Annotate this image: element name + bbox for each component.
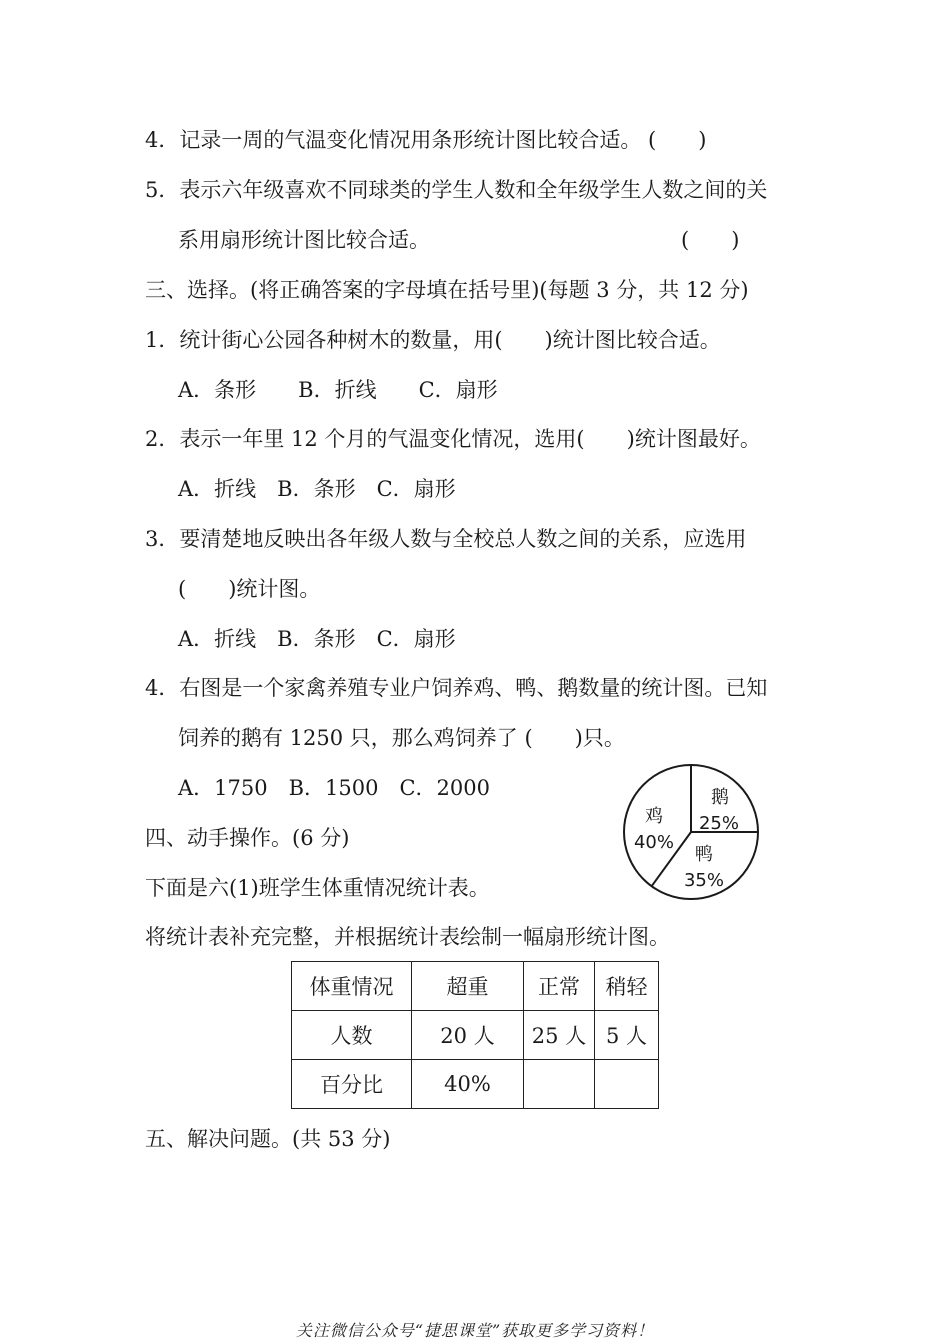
- table-header-cell: 稍轻: [595, 962, 659, 1011]
- judgment-q5-line1: 5．表示六年级喜欢不同球类的学生人数和全年级学生人数之间的关: [145, 178, 768, 202]
- judgment-q5-line2: 系用扇形统计图比较合适。: [178, 228, 430, 252]
- section4-task: 将统计表补充完整，并根据统计表绘制一幅扇形统计图。: [145, 925, 670, 949]
- table-cell: 25 人: [524, 1011, 595, 1060]
- table-row: [292, 1060, 659, 1109]
- choice-q2-options: A．折线 B．条形 C．扇形: [178, 477, 456, 501]
- pie-label-duck: 鸭: [695, 844, 713, 865]
- choice-q4-line1: 4．右图是一个家禽养殖专业户饲养鸡、鸭、鹅数量的统计图。已知: [145, 676, 768, 700]
- judgment-q5-paren: ( ): [681, 228, 740, 252]
- choice-q3-line2: ( )统计图。: [178, 577, 321, 601]
- pie-percent-goose: 25%: [698, 813, 740, 834]
- footer-note: 关注微信公众号“捷思课堂”获取更多学习资料！: [295, 1321, 655, 1340]
- section3-heading: 三、选择。(将正确答案的字母填在括号里)(每题 3 分，共 12 分): [145, 278, 749, 302]
- pie-label-chicken: 鸡: [645, 806, 663, 827]
- table-header-cell: 超重: [412, 962, 524, 1011]
- pie-percent-duck: 35%: [683, 870, 725, 891]
- choice-q4-options: A．1750 B．1500 C．2000: [178, 776, 490, 800]
- table-header-cell: 体重情况: [292, 962, 412, 1011]
- table-header-row: [292, 962, 659, 1011]
- table-cell: 40%: [412, 1060, 524, 1109]
- table-row: [292, 1011, 659, 1060]
- choice-q1-options: A．条形 B．折线 C．扇形: [178, 378, 498, 402]
- judgment-q4: 4．记录一周的气温变化情况用条形统计图比较合适。 ( ): [145, 128, 707, 152]
- choice-q4-line2: 饲养的鹅有 1250 只，那么鸡饲养了 ( )只。: [178, 726, 625, 750]
- table-cell: 20 人: [412, 1011, 524, 1060]
- section5-heading: 五、解决问题。(共 53 分): [145, 1127, 391, 1151]
- pie-label-goose: 鹅: [711, 787, 729, 808]
- weight-table: [291, 961, 659, 1109]
- table-cell: [595, 1060, 659, 1109]
- section4-heading: 四、动手操作。(6 分): [145, 826, 350, 850]
- choice-q1: 1．统计街心公园各种树木的数量，用( )统计图比较合适。: [145, 328, 721, 352]
- choice-q2: 2．表示一年里 12 个月的气温变化情况，选用( )统计图最好。: [145, 427, 761, 451]
- pie-chart: [618, 762, 764, 902]
- choice-q3-line1: 3．要清楚地反映出各年级人数与全校总人数之间的关系，应选用: [145, 527, 747, 551]
- table-cell: 5 人: [595, 1011, 659, 1060]
- table-cell: 人数: [292, 1011, 412, 1060]
- table-header-cell: 正常: [524, 962, 595, 1011]
- table-cell: 百分比: [292, 1060, 412, 1109]
- section4-intro: 下面是六(1)班学生体重情况统计表。: [145, 876, 490, 900]
- pie-percent-chicken: 40%: [633, 832, 675, 853]
- table-cell: [524, 1060, 595, 1109]
- choice-q3-options: A．折线 B．条形 C．扇形: [178, 627, 456, 651]
